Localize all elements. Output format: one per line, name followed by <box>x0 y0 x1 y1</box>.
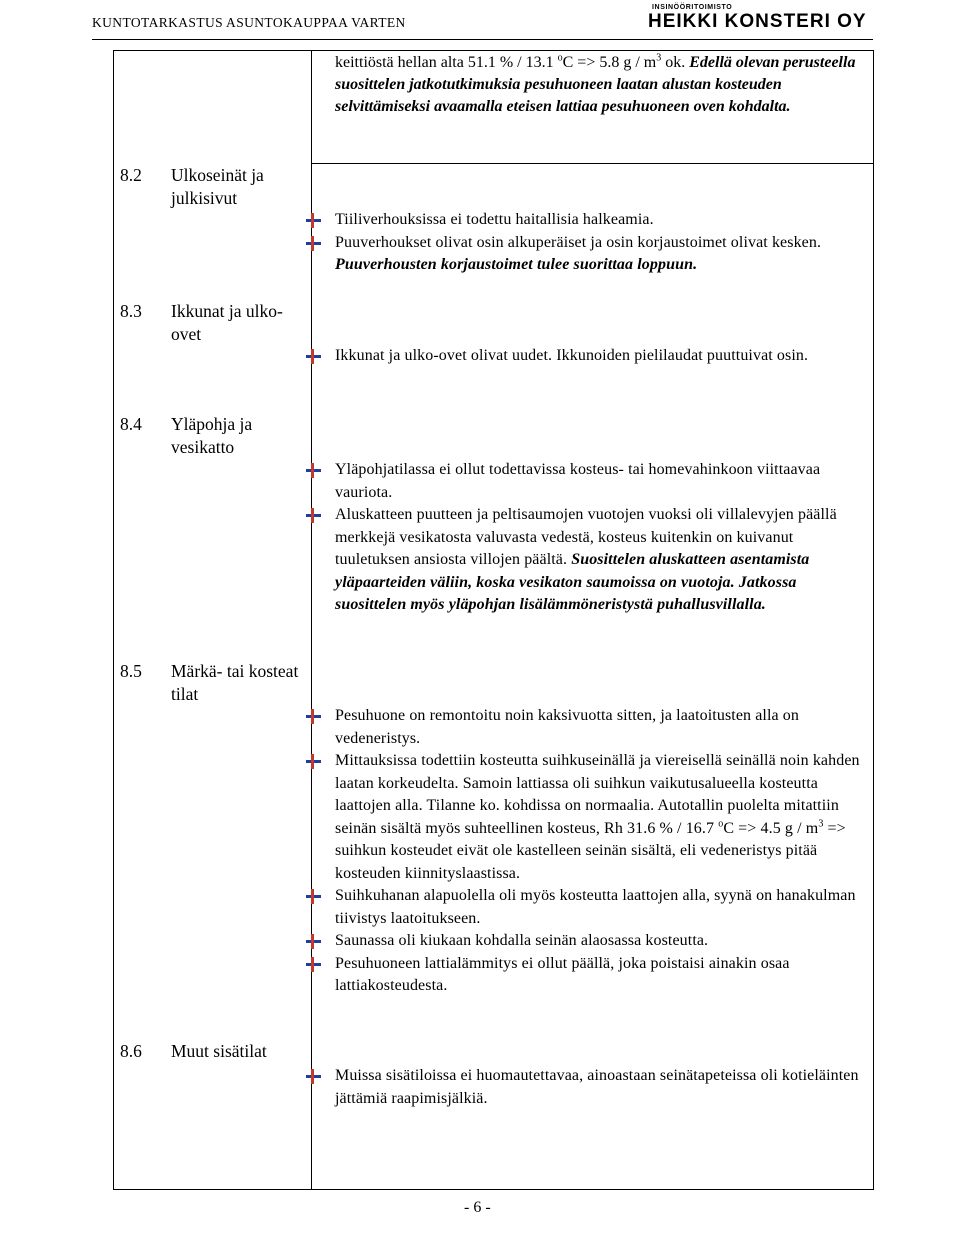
bullet-icon <box>306 754 321 769</box>
list-item: Mittauksissa todettiin kosteutta suihkuseinällä ja viereisellä seinällä noin kahden laatan korkeudelta. Samoin lattiassa oli suihkun vaikutusalueella kosteutta laattojen alla. Tilanne ko. kohdissa on normaalia. Autotallin puolelta mitattiin seinän sisältä myös suhteellinen kosteus, Rh 31.6 % / 16.7 $^o$C => 4.5 g / $m^3$ => suihkun kosteudet eivät ole kastelleen seinän sisältä, eli vedeneristys pitää kosteuden kiinnityslaastissa. <box>306 750 866 885</box>
section-bullets <box>306 705 866 998</box>
list-item: Puuverhoukset olivat osin alkuperäiset ja osin korjaustoimet olivat kesken. Puuverhousten korjaustoimet tulee suorittaa loppuun. <box>306 232 866 277</box>
section-bullets <box>306 345 866 368</box>
section-title: Yläpohja ja vesikatto <box>171 414 253 457</box>
page-number: - 6 - <box>464 1199 491 1216</box>
bullet-icon <box>306 889 321 904</box>
section-title: Muut sisätilat <box>171 1041 267 1061</box>
section-number: 8.5 <box>120 661 142 681</box>
section-number: 8.2 <box>120 165 142 185</box>
list-item: Aluskatteen puutteen ja peltisaumojen vuotojen vuoksi oli villalevyjen päällä merkkejä vesikatosta valuvasta vedestä, kosteus kuitenkin on kuivanut tuuletuksen ansiosta villojen päältä. Suosittelen aluskatteen asentamista yläpaarteiden väliin, koska vesikaton saumoissa on vuotoja. Jatkossa suosittelen myös yläpohjan lisälämmöneristystä puhallusvillalla. <box>306 504 866 617</box>
bullet-icon <box>306 957 321 972</box>
list-item: Muissa sisätiloissa ei huomautettavaa, ainoastaan seinätapeteissa oli kotieläinten jättämiä raapimisjälkiä. <box>306 1065 866 1110</box>
bullet-icon <box>306 213 321 228</box>
logo-wordmark: HEIKKI KONSTERI OY <box>648 11 867 32</box>
section-bullets <box>306 1065 866 1110</box>
bullet-icon <box>306 349 321 364</box>
list-item: Pesuhuoneen lattialämmitys ei ollut päällä, joka poistaisi ainakin osaa lattiakosteudesta. <box>306 953 866 998</box>
list-item: Tiiliverhouksissa ei todettu haitallisia halkeamia. <box>306 209 866 232</box>
section-title: Ikkunat ja ulko-ovet <box>171 301 283 344</box>
bullet-icon <box>306 934 321 949</box>
bullet-icon <box>306 236 321 251</box>
company-logo <box>622 4 874 34</box>
list-item: Pesuhuone on remontoitu noin kaksivuotta sitten, ja laatoitusten alla on vedeneristys. <box>306 705 866 750</box>
bullet-icon <box>306 1069 321 1084</box>
section-title: Märkä- tai kosteat tilat <box>171 661 299 704</box>
section-number: 8.3 <box>120 301 142 321</box>
table-row-divider <box>311 163 874 164</box>
list-item: Suihkuhanan alapuolella oli myös kosteutta laattojen alla, syynä on hanakulman tiivistys laatoitukseen. <box>306 885 866 930</box>
list-item: Ikkunat ja ulko-ovet olivat uudet. Ikkunoiden pielilaudat puuttuivat osin. <box>306 345 866 368</box>
bullet-icon <box>306 508 321 523</box>
logo-subtitle: INSINÖÖRITOIMISTO <box>652 4 733 11</box>
section-number: 8.4 <box>120 414 142 434</box>
bullet-icon <box>306 463 321 478</box>
header-rule <box>92 39 873 40</box>
bullet-icon <box>306 709 321 724</box>
document-header-title: KUNTOTARKASTUS ASUNTOKAUPPAA VARTEN <box>92 15 406 30</box>
list-item: Saunassa oli kiukaan kohdalla seinän alaosassa kosteutta. <box>306 930 866 953</box>
continued-paragraph: keittiöstä hellan alta 51.1 % / 13.1 $^o$C => 5.8 g / $m^3$ ok. Edellä olevan perusteella suosittelen jatkotutkimuksia pesuhuoneen laatan alustan kosteuden selvittämiseksi avaamalla eteisen lattiaa pesuhuoneen oven kohdalta. <box>335 52 856 115</box>
section-number: 8.6 <box>120 1041 142 1061</box>
section-bullets <box>306 209 866 277</box>
section-title: Ulkoseinät ja julkisivut <box>171 165 264 208</box>
section-bullets <box>306 459 866 617</box>
list-item: Yläpohjatilassa ei ollut todettavissa kosteus- tai homevahinkoon viittaavaa vauriota. <box>306 459 866 504</box>
